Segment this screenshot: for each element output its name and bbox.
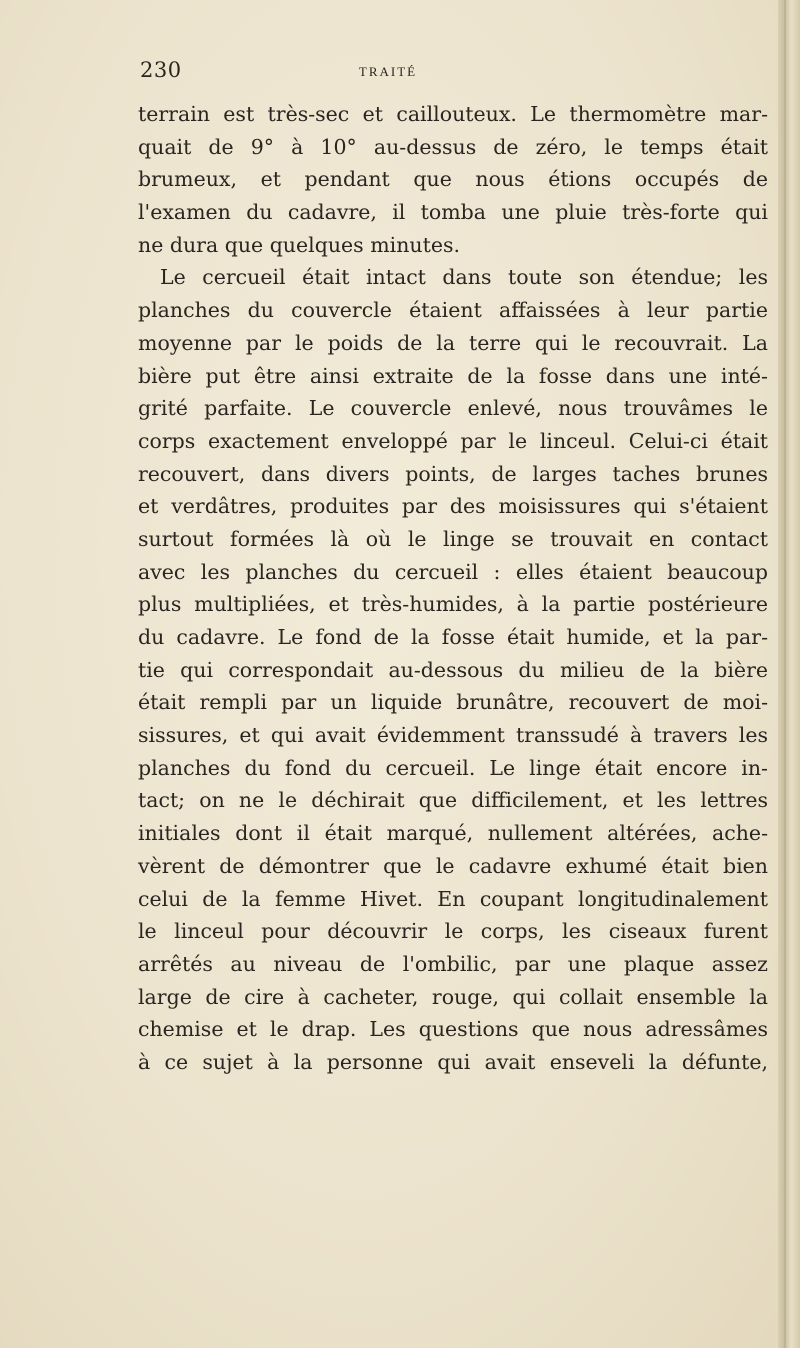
text-line: terrain est très-sec et caillouteux. Le thermomètre mar- [138, 102, 768, 126]
text-line: plus multipliées, et très-humides, à la partie postérieure [138, 592, 768, 617]
page-edge [778, 0, 800, 1348]
text-line: l'examen du cadavre, il tomba une pluie très-forte qui [138, 200, 768, 225]
text-line: planches du fond du cercueil. Le linge était encore in- [138, 755, 768, 780]
text-line: surtout formées là où le linge se trouvait en contact [138, 526, 768, 551]
text-line: initiales dont il était marqué, nullement altérées, ache- [138, 821, 768, 846]
text-line: et verdâtres, produites par des moisissures qui s'étaient [138, 494, 768, 519]
text-line: ne dura que quelques minutes. [138, 232, 461, 257]
text-line: moyenne par le poids de la terre qui le recouvrait. La [138, 330, 768, 355]
text-line: tie qui correspondait au-dessous du milieu de la bière [138, 657, 768, 682]
text-line: avec les planches du cercueil : elles étaient beaucoup [138, 559, 768, 584]
text-line: brumeux, et pendant que nous étions occupés de [138, 167, 768, 192]
text-line: bière put être ainsi extraite de la fosse dans une inté- [138, 363, 768, 388]
text-line: large de cire à cacheter, rouge, qui collait ensemble la [138, 984, 768, 1009]
text-line: corps exactement enveloppé par le linceul. Celui-ci était [138, 428, 768, 453]
page-header [140, 58, 760, 88]
text-line: chemise et le drap. Les questions que nous adressâmes [138, 1017, 768, 1042]
text-line: quait de 9° à 10° au-dessus de zéro, le temps était [138, 134, 768, 159]
body-text [138, 98, 768, 1079]
text-line: était rempli par un liquide brunâtre, recouvert de moi- [138, 690, 768, 715]
text-line: le linceul pour découvrir le corps, les ciseaux furent [138, 919, 768, 944]
text-line: vèrent de démontrer que le cadavre exhumé était bien [138, 853, 768, 878]
text-line: planches du couvercle étaient affaissées à leur partie [138, 298, 768, 323]
text-line: sissures, et qui avait évidemment transsudé à travers les [138, 723, 768, 748]
page-number: 230 [140, 58, 182, 82]
text-line: arrêtés au niveau de l'ombilic, par une plaque assez [138, 951, 768, 976]
running-title: TRAITÉ [358, 64, 418, 79]
text-line: tact; on ne le déchirait que difficilement, et les lettres [138, 788, 768, 813]
text-line: celui de la femme Hivet. En coupant longitudinalement [138, 886, 768, 911]
text-line: du cadavre. Le fond de la fosse était humide, et la par- [138, 625, 768, 649]
text-line: Le cercueil était intact dans toute son étendue; les [160, 265, 768, 290]
text-line: à ce sujet à la personne qui avait enseveli la défunte, [138, 1049, 768, 1074]
text-line: recouvert, dans divers points, de larges taches brunes [138, 461, 768, 486]
text-line: grité parfaite. Le couvercle enlevé, nous trouvâmes le [138, 396, 768, 421]
